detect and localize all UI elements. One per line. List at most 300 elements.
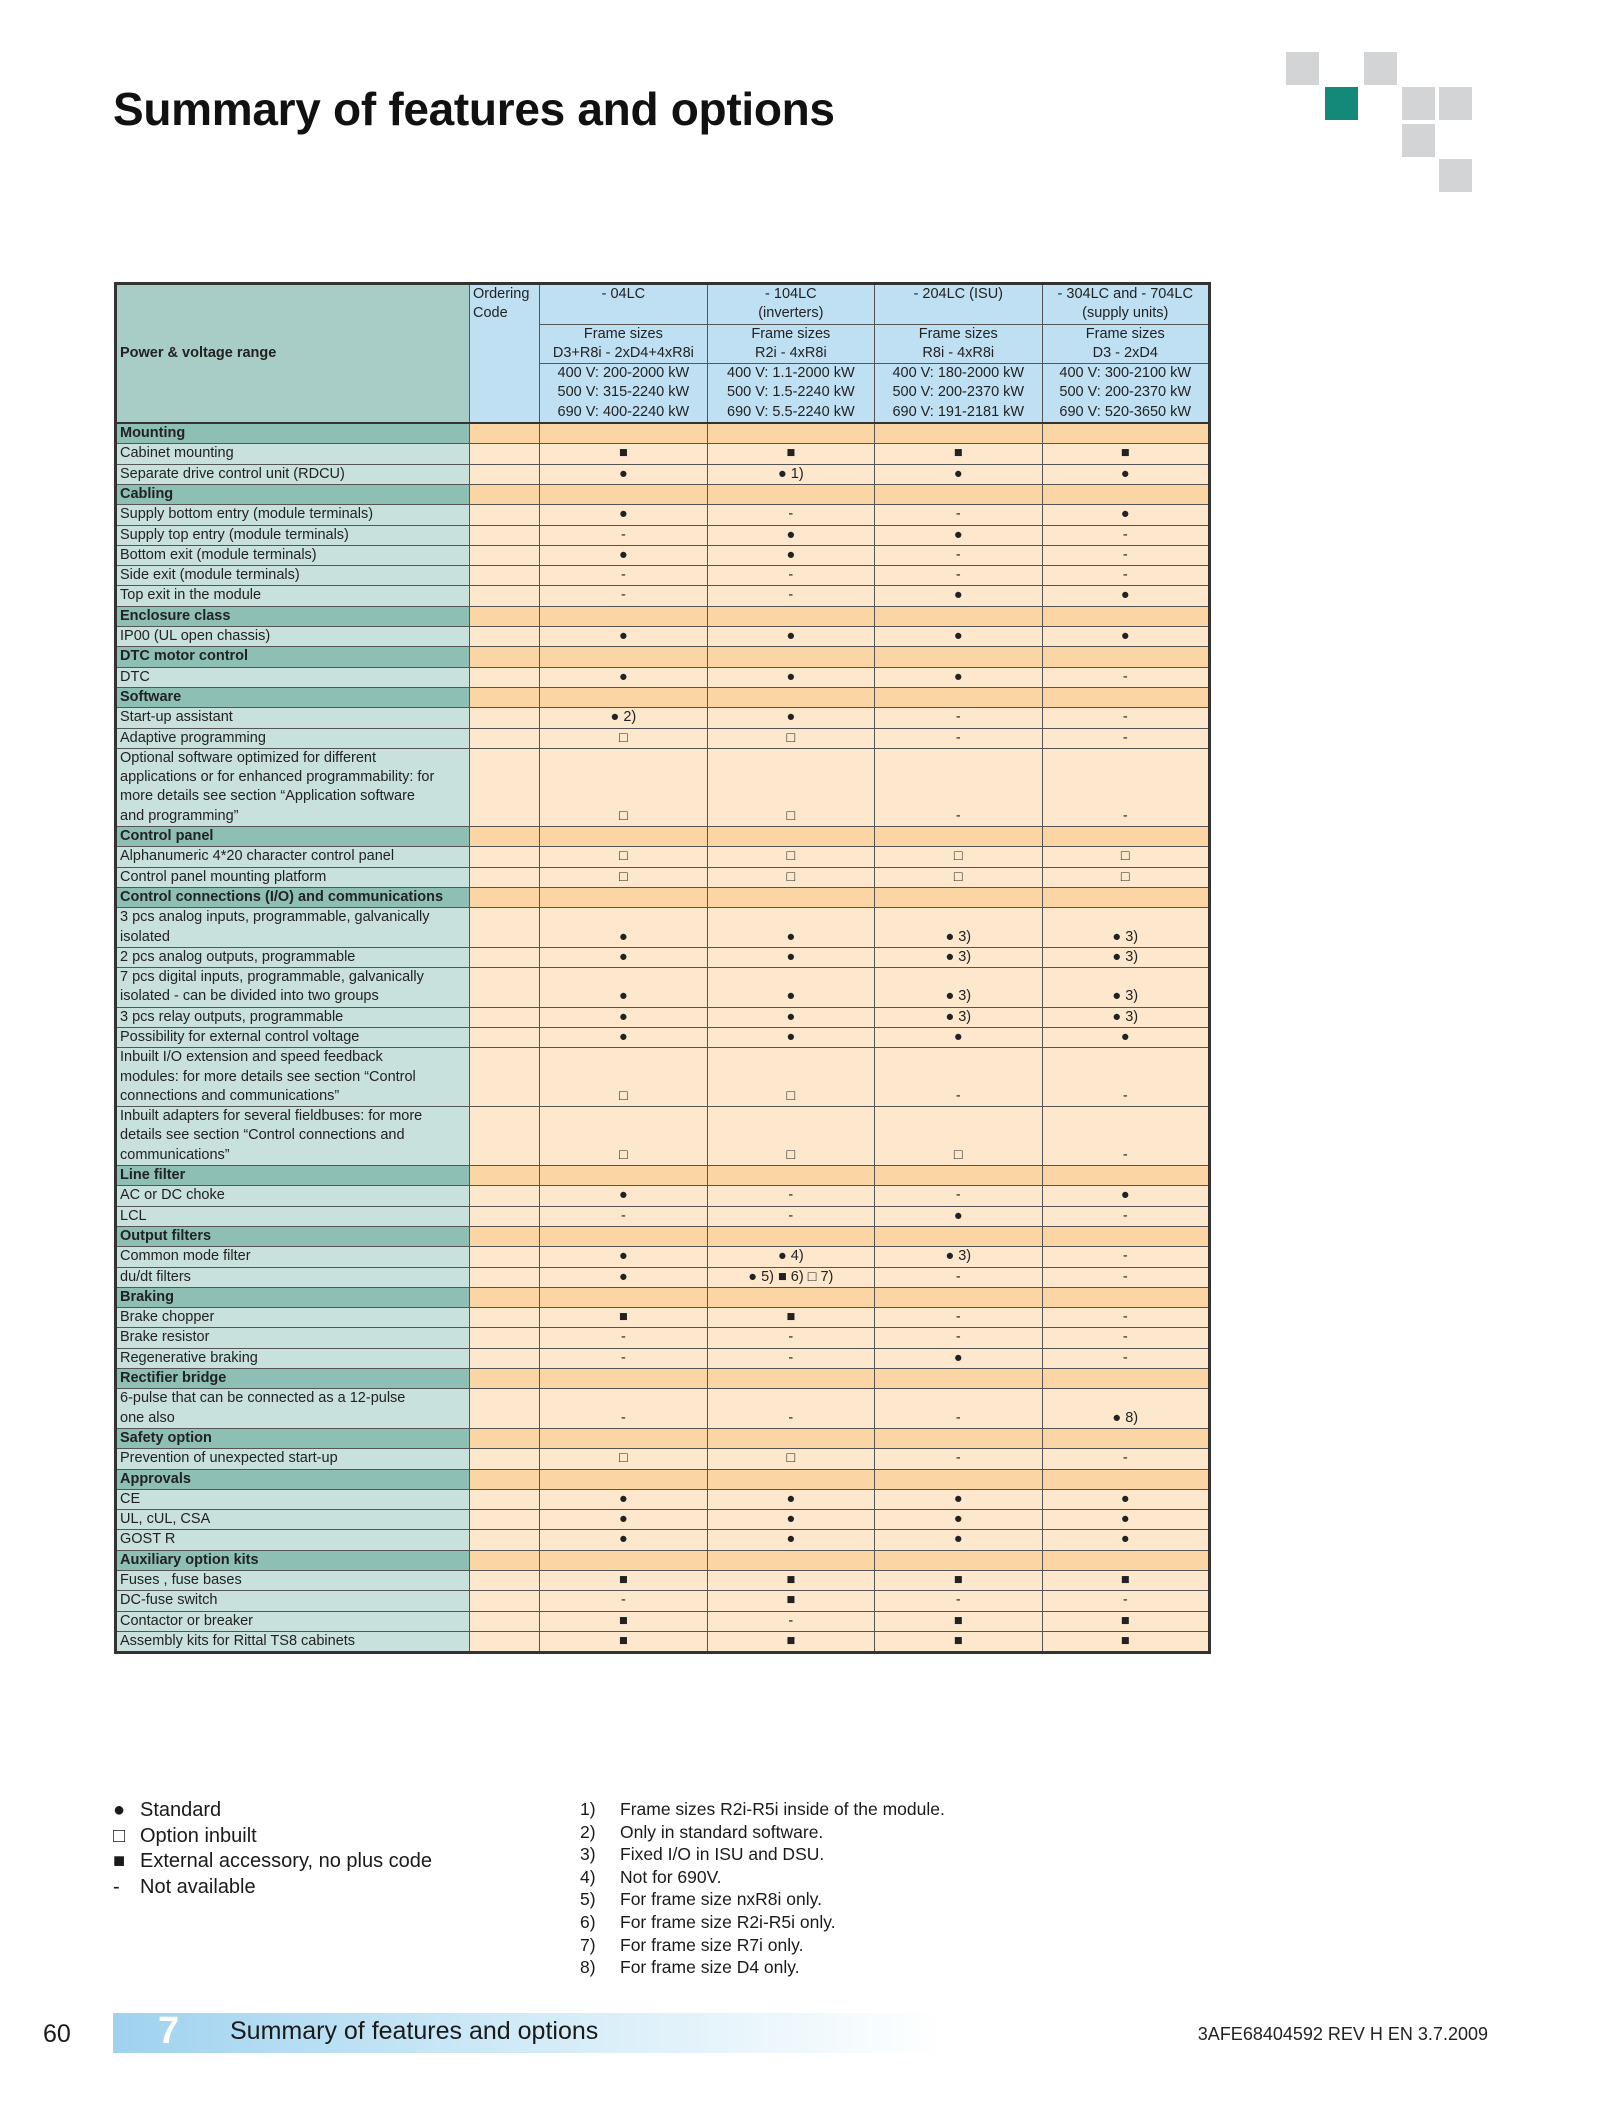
ordering-code-cell xyxy=(469,1348,539,1368)
table-row xyxy=(116,566,1210,586)
category-row xyxy=(116,887,1210,907)
legend-text: Option inbuilt xyxy=(140,1824,257,1847)
availability-cell: ● 5) ■ 6) □ 7) xyxy=(707,1267,874,1287)
feature-label-line: Inbuilt I/O extension and speed feedback xyxy=(120,1049,383,1066)
category-cell xyxy=(469,1287,539,1307)
availability-cell: ● xyxy=(707,627,874,647)
feature-label-line: Control panel mounting platform xyxy=(120,868,327,885)
category-label: Safety option xyxy=(116,1428,470,1448)
ordering-code-cell xyxy=(469,1489,539,1509)
category-cell xyxy=(707,484,874,504)
column-name-line: - 304LC and - 704LC xyxy=(1057,286,1193,302)
feature-label-line: Supply bottom entry (module terminals) xyxy=(120,506,374,523)
category-label: Mounting xyxy=(116,423,470,444)
availability-cell: - xyxy=(707,505,874,525)
feature-label-line: Bottom exit (module terminals) xyxy=(120,546,317,563)
category-cell xyxy=(707,1369,874,1389)
feature-label-line: Separate drive control unit (RDCU) xyxy=(120,465,345,482)
ordering-code-cell xyxy=(469,708,539,728)
feature-label-line: DC-fuse switch xyxy=(120,1592,218,1609)
legend-item xyxy=(113,1875,432,1901)
feature-label xyxy=(116,464,470,484)
feature-label xyxy=(116,847,470,867)
frame-sizes-value: R2i - 4xR8i xyxy=(754,344,827,361)
frame-sizes xyxy=(540,324,707,364)
availability-cell: ■ xyxy=(1042,1631,1209,1652)
category-cell xyxy=(540,887,707,907)
ordering-code-line: Code xyxy=(472,305,508,322)
category-row xyxy=(116,1428,1210,1448)
power-line: 400 V: 1.1-2000 kW xyxy=(727,365,855,382)
feature-label xyxy=(116,1389,470,1429)
ordering-code-cell xyxy=(469,1571,539,1591)
table-row xyxy=(116,1631,1210,1652)
footnote-number: 1) xyxy=(580,1799,596,1819)
feature-label xyxy=(116,1048,470,1107)
availability-cell: - xyxy=(540,586,707,606)
category-cell xyxy=(707,827,874,847)
availability-cell: - xyxy=(875,1267,1042,1287)
category-cell xyxy=(1042,1469,1209,1489)
power-line: 400 V: 300-2100 kW xyxy=(1059,365,1192,382)
category-cell xyxy=(469,1166,539,1186)
feature-label-line: applications or for enhanced programmability: for xyxy=(120,769,435,786)
availability-cell: ● xyxy=(707,1530,874,1550)
footnote-number: 2) xyxy=(580,1821,596,1842)
availability-cell: □ xyxy=(707,1107,874,1166)
category-cell xyxy=(875,1428,1042,1448)
availability-cell: - xyxy=(1042,525,1209,545)
availability-cell: - xyxy=(1042,708,1209,728)
feature-label-line: isolated - can be divided into two groups xyxy=(120,988,379,1005)
availability-cell: □ xyxy=(1042,867,1209,887)
ordering-code-cell xyxy=(469,525,539,545)
footnote-text: For frame size R2i-R5i only. xyxy=(620,1911,836,1932)
availability-cell: - xyxy=(1042,545,1209,565)
availability-cell: - xyxy=(707,1186,874,1206)
availability-cell: ● xyxy=(707,908,874,948)
footnote-number: 8) xyxy=(580,1957,596,1978)
availability-cell: - xyxy=(1042,667,1209,687)
category-cell xyxy=(1042,647,1209,667)
category-cell xyxy=(540,423,707,444)
availability-cell: ■ xyxy=(1042,1571,1209,1591)
feature-label-line: Start-up assistant xyxy=(120,709,233,726)
availability-cell: ● xyxy=(540,545,707,565)
feature-label-line: details see section “Control connections and xyxy=(120,1127,405,1144)
footnote xyxy=(580,1821,945,1844)
availability-cell: ● 3) xyxy=(875,1247,1042,1267)
availability-cell: □ xyxy=(540,728,707,748)
frame-sizes xyxy=(707,324,874,364)
availability-cell: ● xyxy=(875,525,1042,545)
feature-label-line: AC or DC choke xyxy=(120,1187,225,1204)
table-row xyxy=(116,728,1210,748)
table-row xyxy=(116,1328,1210,1348)
feature-label-line: Regenerative braking xyxy=(120,1349,258,1366)
availability-cell: □ xyxy=(540,1107,707,1166)
availability-cell: ● xyxy=(875,1206,1042,1226)
availability-cell: - xyxy=(540,1328,707,1348)
availability-cell: ■ xyxy=(707,1591,874,1611)
legend-symbol: ■ xyxy=(113,1850,126,1872)
feature-label xyxy=(116,586,470,606)
availability-cell: - xyxy=(1042,1449,1209,1469)
ordering-code-cell xyxy=(469,867,539,887)
feature-label-line: Contactor or breaker xyxy=(120,1612,253,1629)
availability-cell: ● xyxy=(540,1007,707,1027)
feature-label xyxy=(116,947,470,967)
table-row xyxy=(116,1591,1210,1611)
availability-cell: □ xyxy=(1042,847,1209,867)
power-line: 500 V: 1.5-2240 kW xyxy=(727,384,855,401)
availability-cell: - xyxy=(540,566,707,586)
category-cell xyxy=(875,484,1042,504)
feature-label xyxy=(116,667,470,687)
power-line: 500 V: 315-2240 kW xyxy=(557,384,690,401)
category-cell xyxy=(707,687,874,707)
ordering-code-cell xyxy=(469,1611,539,1631)
availability-cell: ● xyxy=(875,586,1042,606)
frame-sizes-label: Frame sizes xyxy=(1085,325,1165,342)
feature-label-line: isolated xyxy=(120,928,170,945)
feature-label-line: 3 pcs relay outputs, programmable xyxy=(120,1008,344,1025)
footnote-number: 3) xyxy=(580,1844,596,1865)
category-label: Enclosure class xyxy=(116,606,470,626)
category-cell xyxy=(469,423,539,444)
category-cell xyxy=(1042,1550,1209,1570)
feature-label xyxy=(116,1247,470,1267)
category-cell xyxy=(469,484,539,504)
availability-cell: □ xyxy=(707,847,874,867)
power-line: 400 V: 180-2000 kW xyxy=(892,365,1025,382)
page-number: 60 xyxy=(43,2020,71,2048)
legend-symbol: - xyxy=(113,1875,120,1898)
category-cell xyxy=(707,423,874,444)
ordering-code-cell xyxy=(469,464,539,484)
legend-text: External accessory, no plus code xyxy=(140,1850,433,1872)
category-cell xyxy=(469,887,539,907)
feature-label-line: modules: for more details see section “Control xyxy=(120,1068,416,1085)
availability-cell: ● xyxy=(707,667,874,687)
table-row xyxy=(116,1186,1210,1206)
power-line: 690 V: 5.5-2240 kW xyxy=(727,403,855,420)
document-id: 3AFE68404592 REV H EN 3.7.2009 xyxy=(1197,2024,1488,2044)
feature-label-line: Brake chopper xyxy=(120,1309,215,1326)
availability-cell: □ xyxy=(540,1449,707,1469)
availability-cell: ● xyxy=(875,1027,1042,1047)
availability-cell: - xyxy=(707,1206,874,1226)
power-range xyxy=(1042,364,1209,423)
category-row xyxy=(116,1287,1210,1307)
availability-cell: - xyxy=(1042,1206,1209,1226)
table-row xyxy=(116,464,1210,484)
table-row xyxy=(116,667,1210,687)
availability-cell: ● xyxy=(707,525,874,545)
availability-cell: - xyxy=(1042,728,1209,748)
availability-cell: ● xyxy=(1042,586,1209,606)
category-cell xyxy=(1042,1226,1209,1246)
feature-label-line: UL, cUL, CSA xyxy=(120,1511,211,1528)
feature-label-line: CE xyxy=(120,1490,141,1507)
availability-cell: ● 3) xyxy=(1042,968,1209,1008)
availability-cell: ■ xyxy=(540,1611,707,1631)
feature-label xyxy=(116,1449,470,1469)
table-row xyxy=(116,947,1210,967)
availability-cell: ■ xyxy=(875,1611,1042,1631)
table-row xyxy=(116,1027,1210,1047)
footnote xyxy=(580,1888,945,1911)
category-cell xyxy=(1042,827,1209,847)
availability-cell: ● xyxy=(540,464,707,484)
column-name-line: - 104LC xyxy=(765,286,817,302)
table-row xyxy=(116,505,1210,525)
category-row xyxy=(116,484,1210,504)
availability-cell: ■ xyxy=(707,444,874,464)
category-cell xyxy=(540,606,707,626)
feature-label-line: connections and communications” xyxy=(120,1087,340,1104)
category-cell xyxy=(540,687,707,707)
ordering-code-cell xyxy=(469,505,539,525)
table-row xyxy=(116,525,1210,545)
legend-item xyxy=(113,1798,432,1824)
feature-label xyxy=(116,728,470,748)
ordering-code-cell xyxy=(469,748,539,826)
feature-label xyxy=(116,708,470,728)
feature-label-line: Top exit in the module xyxy=(120,587,262,604)
feature-label-line: Supply top entry (module terminals) xyxy=(120,526,349,543)
ordering-code-cell xyxy=(469,908,539,948)
availability-cell: □ xyxy=(540,1048,707,1107)
category-cell xyxy=(1042,687,1209,707)
features-table xyxy=(114,282,1211,1654)
category-cell xyxy=(875,1550,1042,1570)
category-cell xyxy=(707,887,874,907)
frame-sizes xyxy=(875,324,1042,364)
chapter-number: 7 xyxy=(158,2010,180,2052)
category-cell xyxy=(875,827,1042,847)
category-cell xyxy=(875,1287,1042,1307)
table-row xyxy=(116,867,1210,887)
category-cell xyxy=(540,1287,707,1307)
availability-cell: ● 3) xyxy=(875,908,1042,948)
availability-cell: - xyxy=(875,1591,1042,1611)
availability-cell: - xyxy=(1042,566,1209,586)
availability-cell: ● xyxy=(875,667,1042,687)
feature-label-line: Side exit (module terminals) xyxy=(120,567,300,584)
category-cell xyxy=(540,484,707,504)
power-line: 690 V: 400-2240 kW xyxy=(557,403,690,420)
availability-cell: ● xyxy=(540,1027,707,1047)
feature-label-line: DTC xyxy=(120,668,150,685)
frame-sizes xyxy=(1042,324,1209,364)
availability-cell: ● xyxy=(540,627,707,647)
ordering-code-cell xyxy=(469,1048,539,1107)
feature-label xyxy=(116,566,470,586)
feature-label-line: 7 pcs digital inputs, programmable, galvanically xyxy=(120,969,424,986)
availability-cell: ● xyxy=(540,947,707,967)
category-cell xyxy=(469,647,539,667)
feature-label xyxy=(116,1206,470,1226)
category-cell xyxy=(1042,484,1209,504)
legend-item xyxy=(113,1849,432,1875)
category-cell xyxy=(1042,1369,1209,1389)
column-name-line: - 204LC (ISU) xyxy=(913,286,1004,302)
category-row xyxy=(116,687,1210,707)
ordering-code-cell xyxy=(469,1027,539,1047)
category-cell xyxy=(1042,423,1209,444)
availability-cell: - xyxy=(707,1348,874,1368)
deco-square xyxy=(1439,87,1472,120)
feature-label xyxy=(116,1631,470,1652)
category-label: Control panel xyxy=(116,827,470,847)
table-row xyxy=(116,1510,1210,1530)
availability-cell: - xyxy=(540,1591,707,1611)
power-line: 500 V: 200-2370 kW xyxy=(1059,384,1192,401)
feature-label-line: more details see section “Application software xyxy=(120,788,415,805)
frame-sizes-value: R8i - 4xR8i xyxy=(922,344,995,361)
category-cell xyxy=(469,606,539,626)
category-row xyxy=(116,1166,1210,1186)
table-body xyxy=(116,284,1210,1653)
ordering-code-cell xyxy=(469,1328,539,1348)
ordering-code-cell xyxy=(469,627,539,647)
footnote xyxy=(580,1843,945,1866)
footnote xyxy=(580,1798,945,1821)
feature-label-line: Cabinet mounting xyxy=(120,445,234,462)
availability-cell: - xyxy=(875,1186,1042,1206)
ordering-code-cell xyxy=(469,1186,539,1206)
feature-label xyxy=(116,1591,470,1611)
feature-label-line: Common mode filter xyxy=(120,1248,251,1265)
power-line: 400 V: 200-2000 kW xyxy=(557,365,690,382)
deco-square xyxy=(1439,159,1472,192)
availability-cell: - xyxy=(540,1389,707,1429)
feature-label xyxy=(116,1007,470,1027)
category-cell xyxy=(469,1226,539,1246)
table-row xyxy=(116,1611,1210,1631)
feature-label xyxy=(116,1328,470,1348)
feature-label-line: Optional software optimized for different xyxy=(120,749,377,766)
category-cell xyxy=(875,887,1042,907)
footnote-text: For frame size R7i only. xyxy=(620,1934,804,1955)
availability-cell: ■ xyxy=(707,1308,874,1328)
feature-label xyxy=(116,505,470,525)
feature-label xyxy=(116,627,470,647)
column-name-line: (supply units) xyxy=(1082,305,1169,322)
ordering-code-cell xyxy=(469,1510,539,1530)
column-name xyxy=(540,284,707,325)
ordering-code-cell xyxy=(469,667,539,687)
category-cell xyxy=(1042,606,1209,626)
table-row xyxy=(116,1007,1210,1027)
availability-cell: ● 2) xyxy=(540,708,707,728)
ordering-code-cell xyxy=(469,1107,539,1166)
feature-label xyxy=(116,968,470,1008)
availability-cell: ■ xyxy=(540,1631,707,1652)
availability-cell: ● 3) xyxy=(1042,1007,1209,1027)
availability-cell: ● xyxy=(540,1247,707,1267)
category-row xyxy=(116,647,1210,667)
footnote-number: 6) xyxy=(580,1911,596,1932)
category-row xyxy=(116,423,1210,444)
availability-cell: - xyxy=(875,708,1042,728)
availability-cell: - xyxy=(875,1328,1042,1348)
category-cell xyxy=(707,1287,874,1307)
table-row xyxy=(116,1048,1210,1107)
category-cell xyxy=(540,1469,707,1489)
availability-cell: □ xyxy=(540,867,707,887)
availability-cell: ■ xyxy=(875,444,1042,464)
table-row xyxy=(116,847,1210,867)
availability-cell: - xyxy=(875,566,1042,586)
category-cell xyxy=(875,647,1042,667)
category-cell xyxy=(707,1166,874,1186)
availability-cell: ● xyxy=(707,708,874,728)
ordering-code-cell xyxy=(469,1389,539,1429)
availability-cell: ● xyxy=(540,1530,707,1550)
feature-label-line: IP00 (UL open chassis) xyxy=(120,628,271,645)
availability-cell: ● 3) xyxy=(875,1007,1042,1027)
category-cell xyxy=(540,1166,707,1186)
deco-square xyxy=(1364,52,1397,85)
category-cell xyxy=(1042,1166,1209,1186)
category-cell xyxy=(707,647,874,667)
availability-cell: ● 3) xyxy=(875,968,1042,1008)
table-row xyxy=(116,708,1210,728)
availability-cell: ● xyxy=(1042,1027,1209,1047)
footnote xyxy=(580,1866,945,1889)
feature-label-line: Fuses , fuse bases xyxy=(120,1572,242,1588)
availability-cell: ■ xyxy=(1042,444,1209,464)
availability-cell: ■ xyxy=(875,1631,1042,1652)
feature-label xyxy=(116,1611,470,1631)
feature-label xyxy=(116,525,470,545)
availability-cell: ● xyxy=(540,1489,707,1509)
category-cell xyxy=(875,606,1042,626)
legend xyxy=(113,1798,432,1900)
footnote xyxy=(580,1934,945,1957)
availability-cell: - xyxy=(1042,1591,1209,1611)
ordering-code-cell xyxy=(469,566,539,586)
deco-square xyxy=(1286,52,1319,85)
category-row xyxy=(116,1369,1210,1389)
table-row xyxy=(116,1530,1210,1550)
category-cell xyxy=(469,1369,539,1389)
feature-label-line: Inbuilt adapters for several fieldbuses: for more xyxy=(120,1108,423,1125)
header-row xyxy=(116,284,1210,325)
category-cell xyxy=(707,606,874,626)
availability-cell: ● xyxy=(707,968,874,1008)
availability-cell: - xyxy=(1042,1348,1209,1368)
category-cell xyxy=(1042,1287,1209,1307)
availability-cell: ● xyxy=(540,505,707,525)
feature-label-line: one also xyxy=(120,1409,175,1426)
category-cell xyxy=(707,1226,874,1246)
category-row xyxy=(116,1550,1210,1570)
availability-cell: □ xyxy=(875,1107,1042,1166)
category-label: Control connections (I/O) and communications xyxy=(116,887,470,907)
footnotes xyxy=(580,1798,945,1979)
category-cell xyxy=(540,1369,707,1389)
power-voltage-label: Power & voltage range xyxy=(116,284,470,424)
category-row xyxy=(116,606,1210,626)
availability-cell: ● 1) xyxy=(707,464,874,484)
table-row xyxy=(116,627,1210,647)
availability-cell: - xyxy=(1042,1328,1209,1348)
category-cell xyxy=(540,647,707,667)
footer-chapter-title: Summary of features and options xyxy=(230,2017,599,2045)
